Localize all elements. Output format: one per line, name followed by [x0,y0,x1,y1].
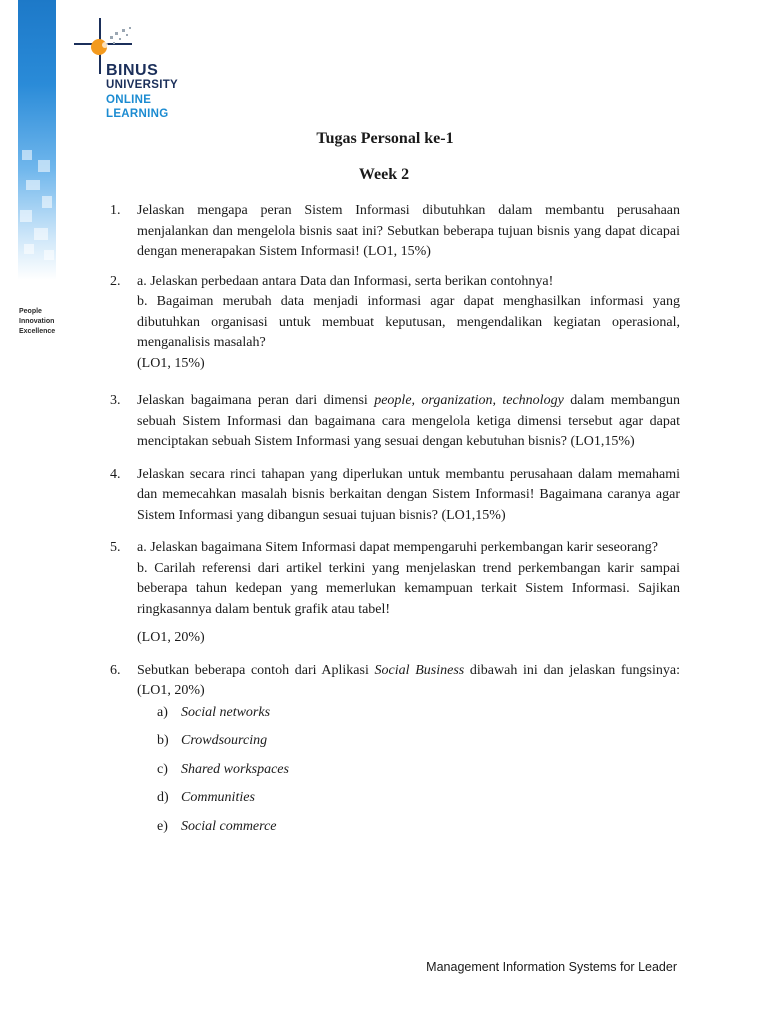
question-3 [110,391,680,453]
question-text: Jelaskan mengapa peran Sistem Informasi dibutuhkan dalam membantu perusahaan menjalankan dan mengelola bisnis saat ini? Sebutkan beberapa tujuan bisnis yang dapat dicapai dengan menerapakan Sistem Informasi! (LO1, 15%) [137,203,680,259]
option-letter: c) [157,761,168,777]
option-item [137,731,680,760]
question-5 [110,538,680,649]
question-part-b: b. Carilah referensi dari artikel terkini yang menjelaskan trend perkembangan karir sampai beberapa tahun kedepan yang memerlukan kemampuan terkait Sistem Informasi. Sajikan ringkasannya dalam bentuk grafik atau tabel! [137,560,680,617]
option-text: Shared workspaces [181,761,289,777]
binus-logo [72,14,202,126]
option-letter: b) [157,733,169,748]
question-text [137,391,680,453]
question-number: 5. [110,540,121,555]
option-item [137,788,680,817]
question-text-pre: Jelaskan bagaimana peran dari dimensi [137,393,375,408]
question-text-italic: people, organization, technology [374,393,564,408]
option-text: Social networks [181,704,271,720]
logo-university: UNIVERSITY [106,79,179,91]
question-weight: (LO1, 20%) [137,630,205,645]
tagline-people: People [19,308,42,315]
question-text: Jelaskan secara rinci tahapan yang diperlukan untuk membantu perusahaan dalam memahami dan memecahkan masalah bisnis berkaitan dengan Sistem Informasi! Bagaimana caranya agar Sistem Informasi yang dibangun sesuai tujuan bisnis? (LO1,15%) [137,466,680,523]
option-item [137,817,680,846]
option-item [137,703,680,732]
question-number: 4. [110,466,121,482]
option-letter: a) [157,704,168,720]
logo-learning: LEARNING [106,108,169,120]
option-text: Communities [181,790,255,805]
question-text-post: dibawah ini dan jelaskan fungsinya: (LO1, 20%) [137,662,680,698]
option-item [137,760,680,789]
question-text-pre: Sebutkan beberapa contoh dari Aplikasi [137,662,375,678]
question-list [110,201,680,845]
question-4 [110,465,680,527]
question-2 [110,272,680,375]
question-number: 1. [110,203,121,218]
left-decorative-strip [0,0,57,1024]
option-letter: e) [157,818,168,834]
logo-brand: BINUS [106,62,159,79]
tagline-excellence: Excellence [19,328,56,335]
option-list [137,703,680,846]
tagline [19,307,55,337]
question-number: 2. [110,273,121,289]
option-text: Crowdsourcing [181,733,268,748]
question-text-post: dalam membangun sebuah Sistem Informasi dan bagaimana cara mengelola ketiga dimensi tersebut agar dapat menciptakan sebuah Sistem Informasi yang sesuai dengan kebutuhan bisnis? (LO1,15%) [137,393,680,449]
question-part-b: b. Bagaiman merubah data menjadi informasi agar dapat menghasilkan informasi yang dibutuhkan organisasi untuk membuat keputusan, mengendalikan kegiatan operasional, menganalisis masalah? [137,294,680,350]
page-title: Tugas Personal ke-1 [316,130,454,147]
tagline-innovation: Innovation [19,318,55,325]
question-part-a: a. Jelaskan bagaimana Sitem Informasi dapat mempengaruhi perkembangan karir seseorang? [137,540,658,555]
question-6 [110,661,680,846]
question-weight: (LO1, 15%) [137,355,205,371]
page-subtitle: Week 2 [358,166,410,183]
question-part-a: a. Jelaskan perbedaan antara Data dan Informasi, serta berikan contohnya! [137,273,554,289]
option-text: Social commerce [181,818,277,834]
option-letter: d) [157,790,169,805]
question-number: 3. [110,393,121,408]
page-footer: Management Information Systems for Leader [426,960,677,974]
question-text-italic: Social Business [374,662,465,678]
question-number: 6. [110,662,121,678]
question-text [137,661,680,702]
logo-online: ONLINE [106,94,152,106]
question-1 [110,201,680,263]
